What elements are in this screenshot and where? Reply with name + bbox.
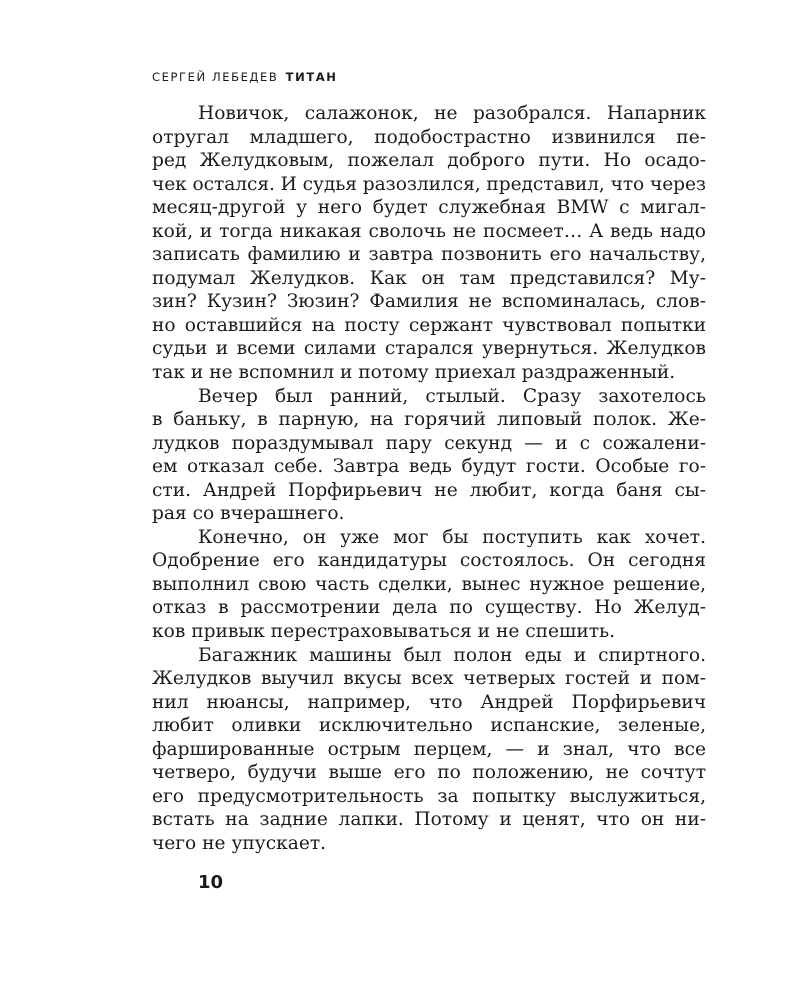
text-line: в баньку, в парную, на горячий липовый полок. Же- bbox=[152, 409, 706, 431]
body-text bbox=[152, 102, 706, 856]
text-line: ков привык перестраховываться и не спешить. bbox=[152, 621, 616, 643]
book-title: ТИТАН bbox=[285, 70, 338, 84]
text-line: встать на задние лапки. Потому и ценят, что он ни- bbox=[152, 809, 706, 831]
running-header bbox=[152, 70, 338, 84]
text-line: любит оливки исключительно испанские, зеленые, bbox=[152, 715, 706, 737]
text-line: рая со вчерашнего. bbox=[152, 503, 345, 525]
text-line: ред Желудковым, пожелал доброго пути. Но осадо- bbox=[152, 150, 706, 172]
text-line: зин? Кузин? Зюзин? Фамилия не вспоминалась, слов- bbox=[152, 291, 706, 313]
text-line: но оставшийся на посту сержант чувствовал попытки bbox=[152, 314, 706, 336]
author-name: СЕРГЕЙ ЛЕБЕДЕВ bbox=[152, 70, 279, 84]
text-line: Конечно, он уже мог бы поступить как хочет. bbox=[198, 526, 706, 548]
page-number: 10 bbox=[198, 872, 224, 893]
text-line: судьи и всеми силами старался увернуться. Желудков bbox=[152, 338, 706, 360]
text-line: чего не упускает. bbox=[152, 832, 327, 854]
text-line: Багажник машины был полон еды и спиртного. bbox=[198, 644, 706, 666]
text-line: фаршированные острым перцем, — и знал, что все bbox=[152, 738, 706, 760]
text-line: кой, и тогда никакая сволочь не посмеет… А ведь надо bbox=[152, 220, 706, 242]
text-line: Желудков выучил вкусы всех четверых гостей и пом- bbox=[152, 668, 706, 690]
text-line: отказ в рассмотрении дела по существу. Но Желуд- bbox=[152, 597, 706, 619]
text-line: выполнил свою часть сделки, вынес нужное решение, bbox=[152, 573, 706, 595]
text-line: сти. Андрей Порфирьевич не любит, когда баня сы- bbox=[152, 479, 706, 501]
text-line: записать фамилию и завтра позвонить его начальству, bbox=[152, 244, 706, 266]
text-line: Одобрение его кандидатуры состоялось. Он сегодня bbox=[152, 550, 706, 572]
text-line: Вечер был ранний, стылый. Сразу захотелось bbox=[198, 385, 706, 407]
text-line: его предусмотрительность за попытку выслужиться, bbox=[152, 785, 706, 807]
text-line: четверо, будучи выше его по положению, не сочтут bbox=[152, 762, 706, 784]
text-line: лудков пораздумывал пару секунд — и с сожалени- bbox=[152, 432, 706, 454]
text-line: так и не вспомнил и потому приехал раздраженный. bbox=[152, 362, 676, 384]
text-line: нил нюансы, например, что Андрей Порфирьевич bbox=[152, 691, 706, 713]
text-line: месяц-другой у него будет служебная BMW с мигал- bbox=[152, 197, 706, 219]
text-line: чек остался. И судья разозлился, представил, что через bbox=[152, 173, 706, 195]
text-line: ем отказал себе. Завтра ведь будут гости. Особые го- bbox=[152, 456, 706, 478]
text-line: Новичок, салажонок, не разобрался. Напарник bbox=[198, 103, 706, 124]
text-line: подумал Желудков. Как он там представился? Му- bbox=[152, 267, 706, 289]
text-line: отругал младшего, подобострастно извинился пе- bbox=[152, 126, 706, 148]
